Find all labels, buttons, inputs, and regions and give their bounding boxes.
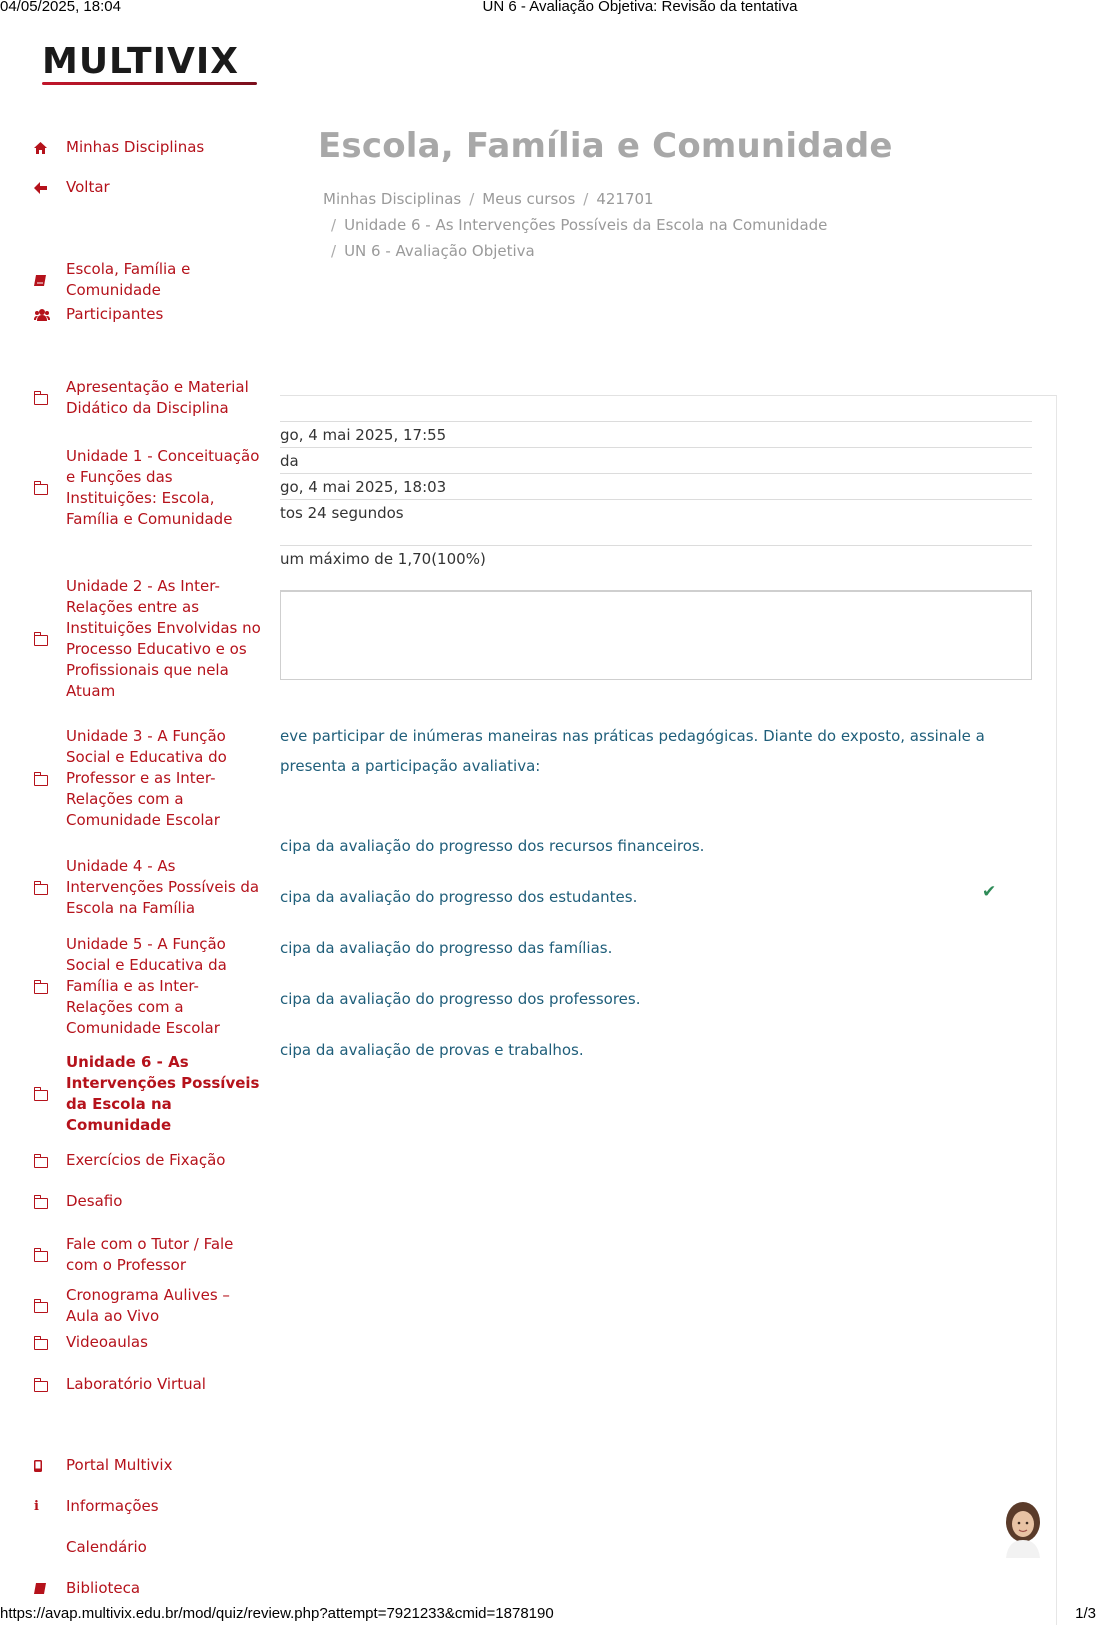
print-url: https://avap.multivix.edu.br/mod/quiz/review.php?attempt=7921233&cmid=1878190	[0, 1605, 554, 1622]
question-text-line-2: presenta a participação avaliativa:	[280, 757, 541, 775]
summary-time-taken: tos 24 segundos	[280, 499, 1032, 526]
question-text-line-1: eve participar de inúmeras maneiras nas práticas pedagógicas. Diante do exposto, assinale a	[280, 727, 985, 745]
breadcrumb-quiz[interactable]: UN 6 - Avaliação Objetiva	[344, 242, 535, 260]
nav-biblioteca[interactable]: Biblioteca	[34, 1578, 264, 1599]
logo-text: MULTIVIX	[42, 41, 239, 82]
home-icon	[34, 142, 66, 154]
nav-section-laboratorio[interactable]: Laboratório Virtual	[34, 1374, 264, 1395]
assistant-avatar[interactable]	[1000, 1500, 1046, 1558]
summary-completed-on: go, 4 mai 2025, 18:03	[280, 473, 1032, 500]
print-datetime: 04/05/2025, 18:04	[0, 0, 121, 15]
nav-section-unidade-3[interactable]: Unidade 3 - A Função Social e Educativa do Professor e as Inter-Relações com a Comunidade Escolar	[34, 726, 264, 831]
question-text	[280, 721, 1020, 781]
answer-option-b[interactable]: cipa da avaliação do progresso dos estudantes.	[280, 888, 638, 906]
users-icon	[34, 309, 66, 321]
breadcrumb-course-code[interactable]: 421701	[596, 190, 654, 208]
arrow-left-icon	[34, 182, 66, 194]
folder-icon	[34, 1195, 66, 1209]
nav-section-videoaulas[interactable]: Videoaulas	[34, 1332, 264, 1353]
print-footer	[0, 1604, 1096, 1624]
print-page-number: 1/3	[1075, 1605, 1096, 1622]
book-icon	[34, 275, 66, 286]
summary-started-on: go, 4 mai 2025, 17:55	[280, 421, 1032, 448]
multivix-logo[interactable]	[42, 42, 262, 88]
mobile-icon	[34, 1460, 66, 1472]
page-title: Escola, Família e Comunidade	[318, 126, 893, 166]
breadcrumb: Minhas Disciplinas / Meus cursos / 421701 / Unidade 6 - As Intervenções Possíveis da Escola na Comunidade / UN 6 - Avaliação Objetiva	[323, 190, 828, 260]
folder-icon	[34, 632, 66, 646]
nav-voltar[interactable]: Voltar	[34, 177, 264, 198]
breadcrumb-meus-cursos[interactable]: Meus cursos	[482, 190, 576, 208]
quiz-review-panel	[280, 395, 1057, 1625]
nav-section-unidade-2[interactable]: Unidade 2 - As Inter-Relações entre as Instituições Envolvidas no Processo Educativo e os Profissionais que nela Atuam	[34, 576, 264, 702]
book-icon	[34, 1583, 66, 1594]
folder-icon	[34, 391, 66, 405]
nav-minhas-disciplinas[interactable]: Minhas Disciplinas	[34, 137, 264, 158]
nav-section-apresentacao[interactable]: Apresentação e Material Didático da Disciplina	[34, 377, 264, 419]
folder-icon	[34, 1154, 66, 1168]
folder-icon	[34, 1087, 66, 1101]
nav-section-unidade-5[interactable]: Unidade 5 - A Função Social e Educativa da Família e as Inter-Relações com a Comunidade Escolar	[34, 934, 264, 1039]
print-page-title: UN 6 - Avaliação Objetiva: Revisão da tentativa	[482, 0, 798, 15]
nav-course-home[interactable]: Escola, Família e Comunidade	[34, 259, 264, 301]
summary-grade: um máximo de 1,70(100%)	[280, 545, 1032, 572]
breadcrumb-minhas-disciplinas[interactable]: Minhas Disciplinas	[323, 190, 462, 208]
folder-icon	[34, 1299, 66, 1313]
folder-icon	[34, 1248, 66, 1262]
summary-state: da	[280, 447, 1032, 474]
nav-portal-multivix[interactable]: Portal Multivix	[34, 1455, 264, 1476]
folder-icon	[34, 772, 66, 786]
nav-section-cronograma[interactable]: Cronograma Aulives – Aula ao Vivo	[34, 1285, 264, 1327]
info-icon: i	[34, 1499, 39, 1514]
logo-underline	[42, 82, 257, 85]
nav-section-fale-tutor[interactable]: Fale com o Tutor / Fale com o Professor	[34, 1234, 264, 1276]
print-header	[0, 0, 1096, 16]
nav-section-exercicios[interactable]: Exercícios de Fixação	[34, 1150, 264, 1171]
folder-icon	[34, 881, 66, 895]
nav-calendario[interactable]: Calendário	[66, 1538, 147, 1556]
nav-section-unidade-4[interactable]: Unidade 4 - As Intervenções Possíveis da Escola na Família	[34, 856, 264, 919]
nav-informacoes[interactable]: i Informações	[34, 1497, 159, 1515]
nav-section-desafio[interactable]: Desafio	[34, 1191, 264, 1212]
folder-icon	[34, 1336, 66, 1350]
breadcrumb-unidade[interactable]: Unidade 6 - As Intervenções Possíveis da Escola na Comunidade	[344, 216, 828, 234]
question-info-box	[280, 590, 1032, 680]
answer-option-d[interactable]: cipa da avaliação do progresso dos professores.	[280, 990, 641, 1008]
correct-check-icon: ✔	[982, 882, 997, 902]
answer-option-c[interactable]: cipa da avaliação do progresso das famílias.	[280, 939, 613, 957]
nav-participantes[interactable]: Participantes	[34, 304, 264, 325]
nav-section-unidade-1[interactable]: Unidade 1 - Conceituação e Funções das Instituições: Escola, Família e Comunidade	[34, 446, 264, 530]
folder-icon	[34, 1378, 66, 1392]
folder-icon	[34, 980, 66, 994]
answer-option-a[interactable]: cipa da avaliação do progresso dos recursos financeiros.	[280, 837, 705, 855]
answer-option-e[interactable]: cipa da avaliação de provas e trabalhos.	[280, 1041, 584, 1059]
nav-section-unidade-6[interactable]: Unidade 6 - As Intervenções Possíveis da Escola na Comunidade	[34, 1052, 264, 1136]
folder-icon	[34, 481, 66, 495]
